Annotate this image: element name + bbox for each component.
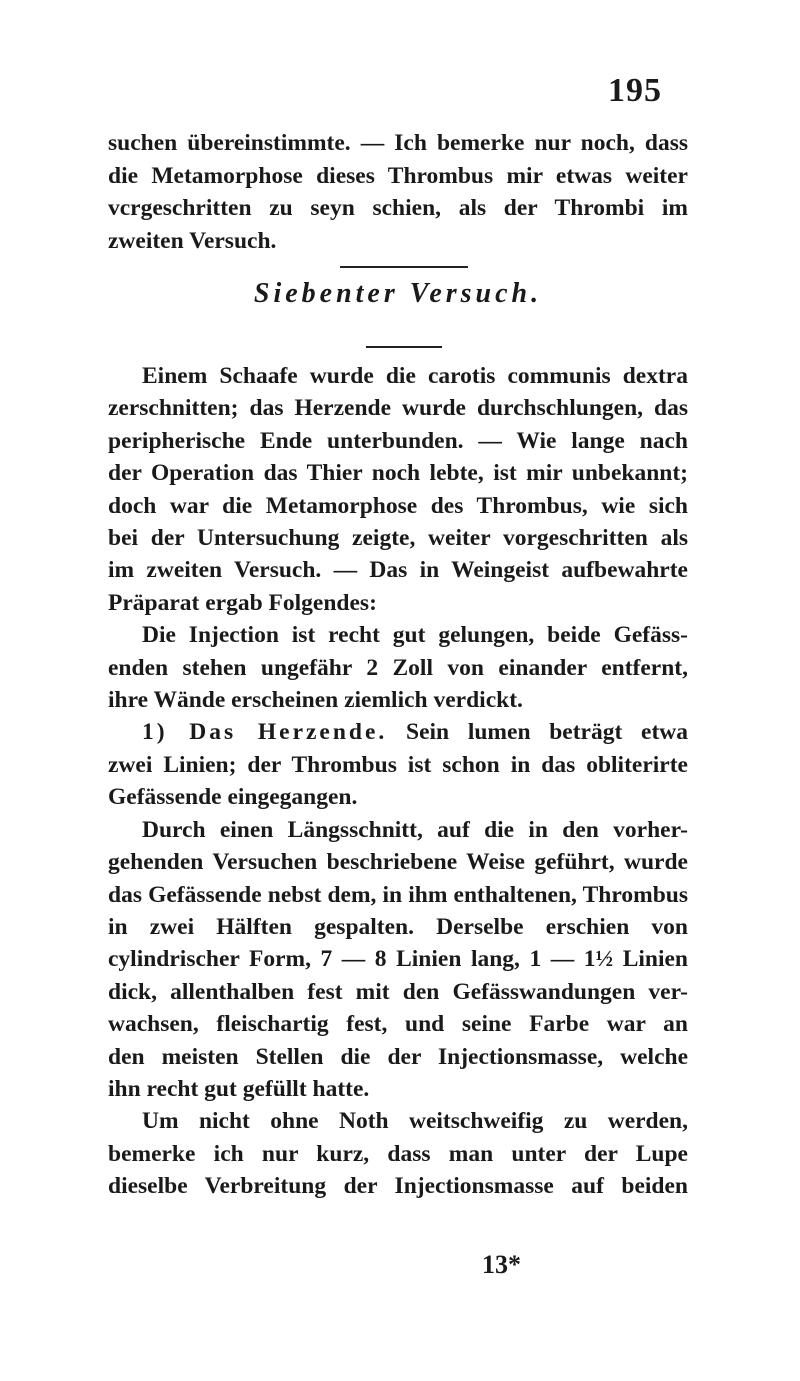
text-line: in zwei Hälften gespalten. Derselbe erschien von (108, 913, 688, 940)
text-line: gehenden Versuchen beschriebene Weise geführt, wurde (108, 849, 688, 876)
text-line: peripherische Ende unterbunden. — Wie lange nach (108, 427, 688, 454)
text-line: suchen übereinstimmte. — Ich bemerke nur noch, dass (108, 130, 688, 156)
signature-mark: 13* (482, 1250, 521, 1279)
text-line: Einem Schaafe wurde die carotis communis dextra (142, 363, 688, 389)
text-line: Durch einen Längsschnitt, auf die in den vorher- (142, 816, 688, 843)
text-line: enden stehen ungefähr 2 Zoll von einander entfernt, (108, 654, 688, 681)
page-number: 195 (608, 72, 662, 109)
text-line (108, 716, 688, 748)
text-line: im zweiten Versuch. — Das in Weingeist aufbewahrte (108, 557, 688, 584)
text-line: vcrgeschritten zu seyn schien, als der Thrombi im (108, 195, 688, 222)
text-line: die Metamorphose dieses Thrombus mir etwas weiter (108, 162, 688, 189)
subsection-label: 1) Das Herzende. (142, 719, 388, 746)
text-line: wachsen, fleischartig fest, und seine Farbe war an (108, 1011, 688, 1038)
text-line: ihre Wände erscheinen ziemlich verdickt. (108, 687, 523, 714)
text-line: bemerke ich nur kurz, dass man unter der Lupe (108, 1140, 688, 1167)
text-line: zwei Linien; der Thrombus ist schon in das obliterirte (108, 751, 688, 778)
text-line: zweiten Versuch. (108, 227, 277, 254)
section-body (108, 360, 688, 1203)
text-line: der Operation das Thier noch lebte, ist mir unbekannt; (108, 460, 688, 487)
text-line: zerschnitten; das Herzende wurde durchschlungen, das (108, 395, 688, 422)
text-line: Die Injection ist recht gut gelungen, beide Gefäss- (142, 622, 688, 649)
text-line: Gefässende eingegangen. (108, 784, 358, 811)
text-line: ihn recht gut gefüllt hatte. (108, 1075, 370, 1102)
text-fragment: Sein lumen beträgt etwa (387, 719, 688, 746)
text-line: den meisten Stellen die der Injectionsmasse, welche (108, 1043, 688, 1070)
text-line: bei der Untersuchung zeigte, weiter vorgeschritten als (108, 525, 688, 552)
text-line: Präparat ergab Folgendes: (108, 589, 377, 616)
section-rule-top (340, 266, 468, 268)
text-line: doch war die Metamorphose des Thrombus, wie sich (108, 492, 688, 519)
intro-paragraph (108, 127, 688, 257)
section-rule-bottom (366, 346, 442, 348)
text-line: dieselbe Verbreitung der Injectionsmasse auf beiden (108, 1173, 688, 1200)
section-heading: Siebenter Versuch. (253, 278, 543, 309)
text-line: dick, allenthalben fest mit den Gefässwandungen ver- (108, 978, 688, 1005)
text-line: Um nicht ohne Noth weitschweifig zu werden, (142, 1108, 688, 1135)
text-line: cylindrischer Form, 7 — 8 Linien lang, 1 — 1½ Linien (108, 946, 688, 973)
text-line: das Gefässende nebst dem, in ihm enthaltenen, Thrombus (108, 881, 688, 908)
